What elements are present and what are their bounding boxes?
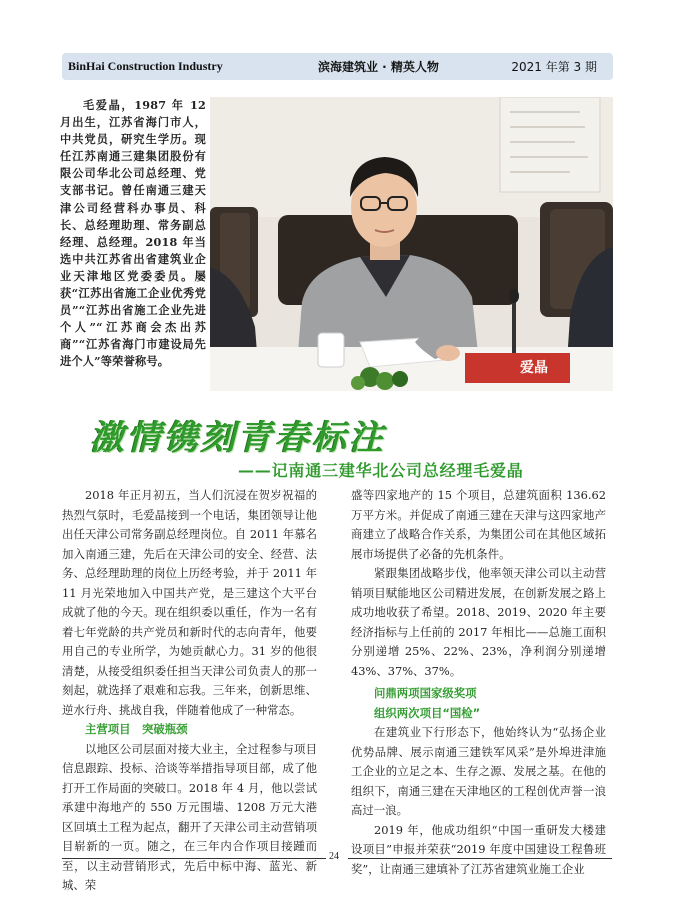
article-subtitle: ——记南通三建华北公司总经理毛爱晶 xyxy=(238,461,524,480)
section-heading: 组织两次项目“国检” xyxy=(374,705,481,720)
page-number: 24 xyxy=(329,851,339,862)
nameplate-text: 爱晶 xyxy=(520,360,548,376)
article-title: 激情镌刻青春标注 xyxy=(90,418,386,458)
publication-name: BinHai Construction Industry xyxy=(68,59,223,73)
paragraph: 2019 年，他成功组织“中国一重研发大楼建设项目”申报并荣获“2019 年度中国建设工程鲁班奖”，让南通三建填补了江苏省建筑业施工企业 xyxy=(351,822,606,876)
paragraph: 2018 年正月初五，当人们沉浸在贺岁祝福的热烈气氛时，毛爱晶接到一个电话，集团领导让他出任天津公司常务副总经理岗位。自 2011 年慕名加入南通三建，先后在天津公司的安全、经营、法务、总经理助理的岗位上历经考验，并于 2011 年 11 月光荣地加入中国共产党，是三建这个大平台成就了他的今天。现在组织委以重任，作为一名有着七年党龄的共产党员和新时代的志向青年，他要用自己的专业所学，为她贡献心力。31 岁的他很清楚，从接受组织委任担当天津公司负责人的那一刻起，就选择了艰难和忘我。三年来，创新思维、逆水行舟、挑战自我，伴随着他成了一种常态。 xyxy=(62,488,317,717)
bio-intro: 毛爱晶，1987 年 12 月出生，江苏省海门市人，中共党员，研究生学历。现任江苏南通三建集团股份有限公司华北公司总经理、党支部书记。曾任南通三建天津公司经营科办事员、科长、总经理助理、常务副总经理、总经理。2018 年当选中共江苏省出省建筑业企业天津地区党委委员。屡获“江苏出省施工企业优秀党员”“江苏出省施工企业先进个人”“江苏商会杰出苏商”“江苏省海门市建设局先进个人”等荣誉称号。 xyxy=(60,98,206,369)
page-header xyxy=(62,53,613,80)
paragraph: 盛等四家地产的 15 个项目，总建筑面积 136.62 万平方米。并促成了南通三建在天津与这四家地产商建立了战略合作关系，为集团公司在其他区域拓展市场提供了必备的先机条件。 xyxy=(351,488,606,561)
paragraph: 以地区公司层面对接大业主，全过程参与项目信息跟踪、投标、洽谈等举措指导项目部，成了他打开工作局面的突破口。2018 年 4 月，他以尝试承建中海地产的 550 万元围墙、1208 万元大港区回填土工程为起点，翻开了天津公司主动营销项目崭新的一页。随之，在三年内合作项目接踵而至，以主动营销形式，先后中标中海、蓝光、新城、荣 xyxy=(62,741,317,892)
right-column xyxy=(351,486,606,879)
left-column xyxy=(62,486,317,896)
paragraph: 紧跟集团战略步伐，他率领天津公司以主动营销项目赋能地区公司精进发展，在创新发展之路上成功地收获了希望。2018、2019、2020 年主要经济指标与上任前的 2017 年相比——总施工面积分别递增 25%、22%、23%，净利润分别递增 43%、37%、37%。 xyxy=(351,566,606,678)
section-title: 滨海建筑业 · 精英人物 xyxy=(318,60,439,74)
portrait-photo xyxy=(210,97,613,391)
footer-rule-right xyxy=(348,858,612,859)
issue-number: 2021 年第 3 期 xyxy=(511,60,597,74)
section-heading: 问鼎两项国家级奖项 xyxy=(374,686,477,700)
section-heading: 主营项目 突破瓶颈 xyxy=(85,722,188,736)
footer-rule-left xyxy=(62,858,326,859)
paragraph: 在建筑业下行形态下，他始终认为“弘扬企业优势品牌、展示南通三建铁军风采”是外埠进津施工企业的立足之本、生存之源、发展之基。在他的组织下，南通三建在天津地区的工程创优声誉一浪高过一浪。 xyxy=(351,725,606,817)
